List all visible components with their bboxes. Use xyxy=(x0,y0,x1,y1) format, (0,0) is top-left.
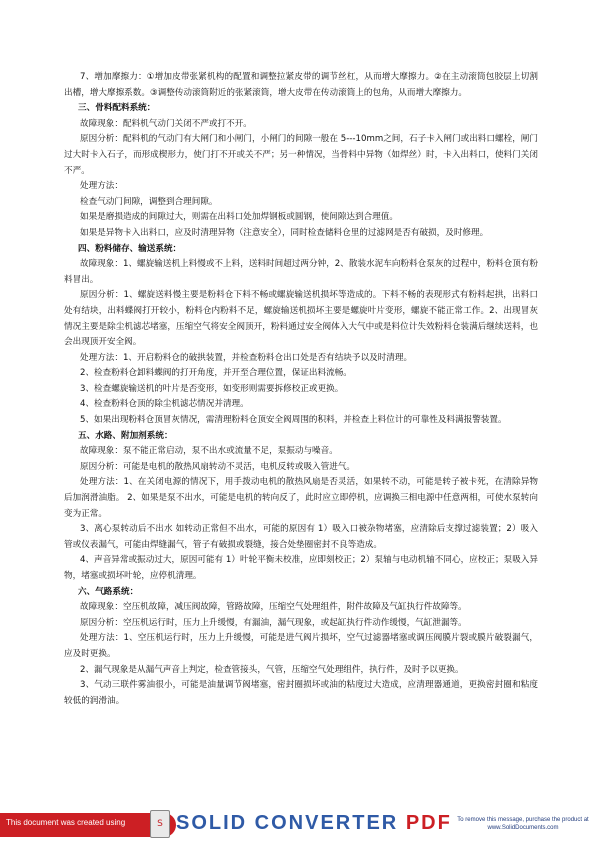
paragraph: 故障现象：空压机故障，减压阀故障，管路故障，压缩空气处理组件，附件故障及气缸执行件故障等。 xyxy=(80,602,467,613)
paragraph: 如果是异物卡入出料口，应及时清理异物（注意安全），同时检查储料仓里的过滤网是否有破损，及时修理。 xyxy=(80,227,489,238)
paragraph: 7、增加摩擦力：①增加皮带张紧机构的配置和调整拉紧皮带的调节丝杠，从而增大摩擦力。②在主动滚筒包胶层上切割出槽，增大摩擦系数。③调整传动滚筒附近的张紧滚筒，增大皮带在传动滚筒上的包角，从而增大摩擦力。 xyxy=(64,72,538,98)
solid-converter-logo xyxy=(176,812,452,835)
solid-converter-logo-icon: S xyxy=(150,810,170,838)
converter-footer xyxy=(0,808,596,842)
document-body xyxy=(64,70,538,709)
paragraph: 故障现象：泵不能正常启动，泵不出水或流量不足，泵振动与噪音。 xyxy=(80,446,338,457)
paragraph: 处理方法：1、空压机运行时，压力上升缓慢，可能是进气阀片损坏，空气过滤器堵塞或调压阀膜片裂或膜片破裂漏气，应及时更换。 xyxy=(64,633,538,659)
paragraph: 故障现象：1、螺旋输送机上料慢或不上料，送料时间超过两分钟，2、散装水泥车向粉料仓泵灰的过程中，粉料仓顶有粉料冒出。 xyxy=(64,259,538,285)
paragraph: 4、检查粉料仓顶的除尘机滤芯情况并清理。 xyxy=(80,399,249,410)
paragraph: 5、如果出现粉料仓顶冒灰情况，需清理粉料仓顶安全阀周围的积料，并检查上料位计的可靠性及料满报警装置。 xyxy=(80,415,507,426)
paragraph: 原因分析：1、螺旋送料慢主要是粉料仓下料不畅或螺旋输送机损坏等造成的。下料不畅的表现形式有粉料起拱，出料口处有结块，出料蝶阀打开较小，粉料仓内粉料不足，螺旋输送机损坏主要是螺旋叶片变形，螺旋不能正常工作。2、出现冒灰情况主要是除尘机滤芯堵塞，压缩空气将安全阀顶开，粉料通过安全阀体入大气中或是料位计失效粉料仓装满后继续送料，也会出现顶开安全阀。 xyxy=(64,290,538,348)
section-heading: 六、气路系统： xyxy=(78,586,139,597)
section-heading: 五、水路、附加剂系统： xyxy=(78,430,173,441)
paragraph: 2、检查粉料仓卸料蝶阀的打开角度，并开至合理位置，保证出料流畅。 xyxy=(80,368,352,379)
paragraph: 2、漏气现象是从漏气声音上判定，检查管接头，气管，压缩空气处理组件，执行件，及时予以更换。 xyxy=(80,664,464,675)
footer-created-text: This document was created using xyxy=(6,818,126,827)
paragraph: 处理方法：1、在关闭电源的情况下，用手拨动电机的散热风扇是否灵活，如果转不动，可能是转子被卡死，在清除异物后加润滑油脂。 2、如果是泵不出水，可能是电机的转向反了，此时应立即停机，应调换三相电源中任意两相，可使水泵转向变为正常。 xyxy=(64,477,538,519)
paragraph: 故障现象：配料机气动门关闭不严或打不开。 xyxy=(80,118,252,129)
paragraph: 3、气动三联件雾油很小，可能是油量调节阀堵塞，密封圈损坏或油的粘度过大造成，应清理器通道，更换密封圈和粘度较低的润滑油。 xyxy=(64,680,538,706)
section-heading: 四、粉料储存、输送系统： xyxy=(78,243,182,254)
section-heading: 三、骨料配料系统： xyxy=(78,103,156,114)
paragraph: 原因分析：可能是电机的散热风扇转动不灵活，电机反转或吸入管进气。 xyxy=(80,461,356,472)
paragraph: 原因分析：空压机运行时，压力上升缓慢，有漏油，漏气现象，或起缸执行件动作缓慢，气缸泄漏等。 xyxy=(80,617,467,628)
paragraph: 3、离心泵转动后不出水 如转动正常但不出水，可能的原因有 1）吸入口被杂物堵塞，应清除后支撑过滤装置；2）吸入管或仪表漏气，可能由焊缝漏气，管子有破损或裂缝，接合处垫圈密封不良等造成。 xyxy=(64,524,538,550)
paragraph: 如果是磨损造成的间隙过大，则需在出料口处加焊钢板或圆钢，使间隙达到合理值。 xyxy=(80,212,398,223)
paragraph: 3、检查螺旋输送机的叶片是否变形，如变形则需要拆修校正或更换。 xyxy=(80,383,344,394)
paragraph: 4、声音异常或振动过大，原因可能有 1）叶轮平衡未校准，应即刻校正；2）泵轴与电动机轴不同心，应校正；泵吸入异物，堵塞或损坏叶轮，应停机清理。 xyxy=(64,555,538,581)
paragraph: 处理方法：1、开启粉料仓的破拱装置，并检查粉料仓出口处是否有结块予以及时清理。 xyxy=(80,352,413,363)
paragraph: 处理方法： xyxy=(80,181,123,192)
footer-purchase-note[interactable]: To remove this message, purchase the product at www.SolidDocuments.com xyxy=(457,817,589,831)
logo-pdf: PDF xyxy=(405,812,452,834)
paragraph: 检查气动门间隙，调整到合理间隙。 xyxy=(80,196,218,207)
logo-text: SOLID CONVERTER xyxy=(176,812,399,834)
paragraph: 原因分析：配料机的气动门有大闸门和小闸门，小闸门的间隙一般在 5---10mm之间，石子卡入闸门或出料口螺栓，闸门过大时卡入石子，而形成楔形力，使门打不开或关不严；另一种情况，当骨料中异物（如焊丝）时，卡入出料口，使料门关闭不严。 xyxy=(64,134,538,176)
